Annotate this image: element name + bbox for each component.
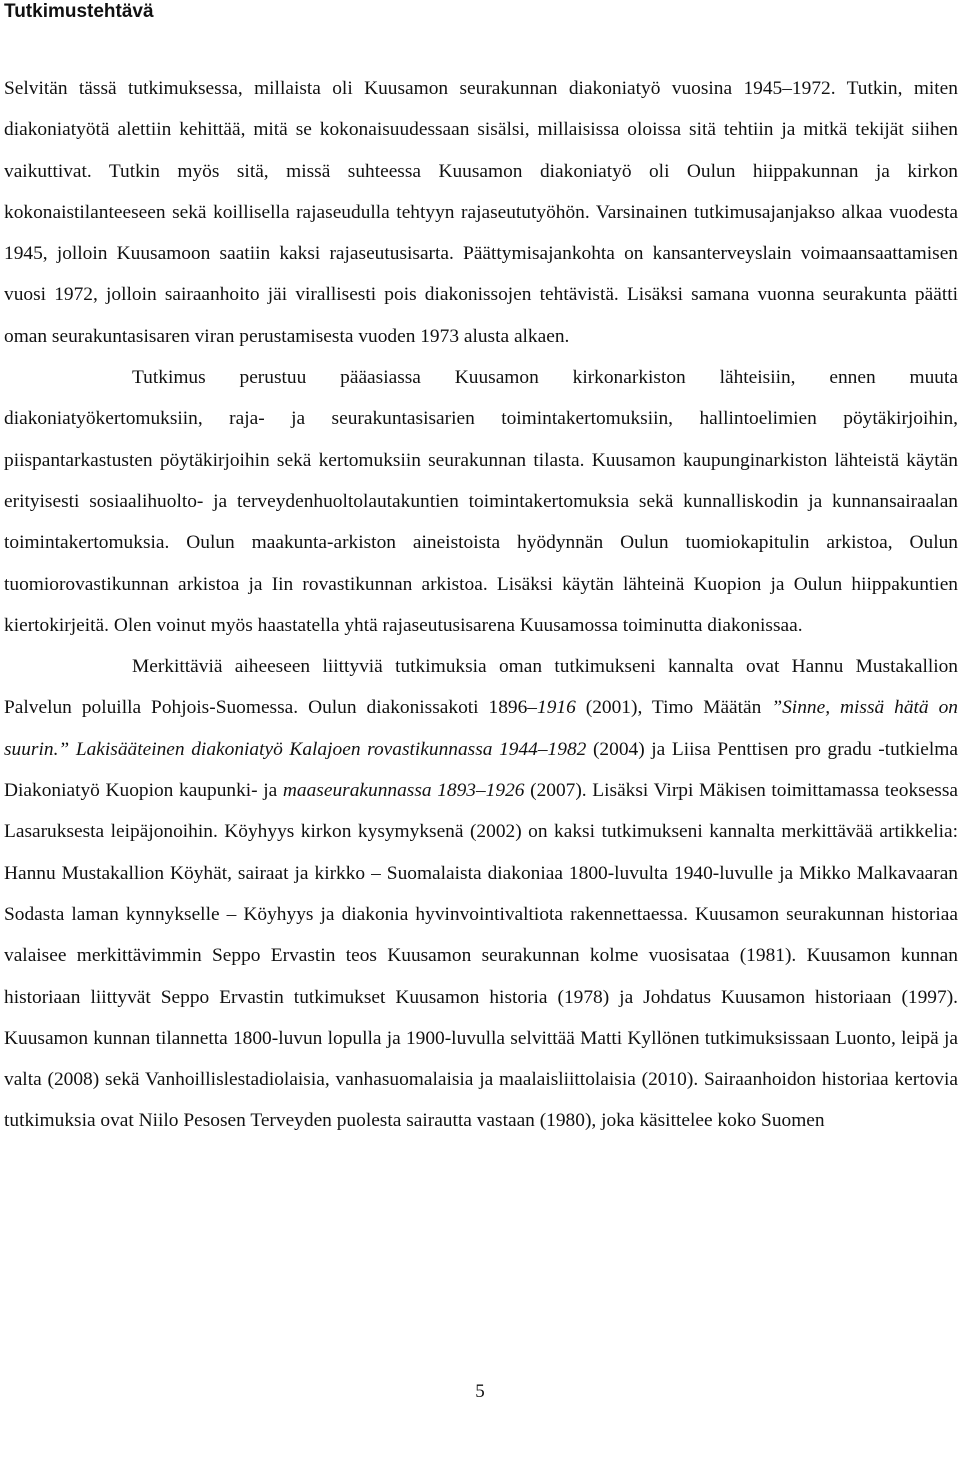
paragraph-sources [4, 357, 958, 646]
body-text [4, 68, 958, 1142]
paragraph-research-task [4, 68, 958, 357]
text-run: (2007). Lisäksi Virpi Mäkisen toimittamassa teoksessa Lasaruksesta leipäjonoihin. Köyhyys kirkon kysymyksenä (2002) on kaksi tutkimukseni kannalta merkittävää artikkelia: Hannu Mustakallion Köyhät, sairaat ja kirkko – Suomalaista diakoniaa 1800-luvulta 1940-luvulle ja Mikko Malkavaaran Sodasta laman kynnykselle – Köyhyys ja diakonia hyvinvointivaltiota rakennettaessa. Kuusamon seurakunnan historiaa valaisee merkittävimmin Seppo Ervastin teos Kuusamon seurakunnan kolme vuosisataa (1981). Kuusamon kunnan historiaan liittyvät Seppo Ervastin tutkimukset Kuusamon historia (1978) ja Johdatus Kuusamon historiaan (1997). Kuusamon kunnan tilannetta 1800-luvun lopulla ja 1900-luvulla selvittää Matti Kyllönen tutkimuksissaan Luonto, leipä ja valta (2008) sekä Vanhoillislestadiolaisia, vanhasuomalaisia ja maalaisliittolaisia (2010). Sairaanhoidon historiaa kertovia tutkimuksia ovat Niilo Pesosen Terveyden puolesta sairautta vastaan (1980), joka käsittelee koko Suomen [4, 780, 959, 1132]
text-run: (2004) ja Liisa Penttisen pro gradu -tutkielma Diakoniatyö Kuopion kaupunki- ja [4, 738, 958, 802]
italic-text-run: 1916 [537, 697, 576, 719]
italic-text-run: maaseurakunnassa 1893–1926 [282, 780, 525, 802]
text-run: (2001), Timo Määtän [575, 697, 772, 719]
paragraph-previous-research [4, 646, 958, 1142]
text-run: Tutkimus perustuu pääasiassa Kuusamon kirkonarkiston lähteisiin, ennen muuta diakoniatyökertomuksiin, raja- ja seurakuntasisarien toimintakertomuksiin, hallintoelimien pöytäkirjoihin, piispantarkastusten pöytäkirjoihin sekä kertomuksiin seurakunnan tilasta. Kuusamon kaupunginarkiston lähteistä käytän erityisesti sosiaalihuolto- ja terveydenhuoltolautakuntien toimintakertomuksia sekä kunnalliskodin ja kunnansairaalan toimintakertomuksia. Oulun maakunta-arkiston aineistoista hyödynnän Oulun tuomiokapitulin arkistoa, Oulun tuomiorovastikunnan arkistoa ja Iin rovastikunnan arkistoa. Lisäksi käytän lähteinä Kuopion ja Oulun hiippakuntien kiertokirjeitä. Olen voinut myös haastatella yhtä rajaseutusisarena Kuusamossa toiminutta diakonissaa. [4, 367, 958, 636]
italic-text-run: ”Sinne, missä hätä on suurin.” Lakisääteinen diakoniatyö Kalajoen rovastikunnassa 1944–1982 [4, 697, 958, 760]
text-run: Selvitän tässä tutkimuksessa, millaista oli Kuusamon seurakunnan diakoniatyö vuosina 1945–1972. Tutkin, miten diakoniatyötä alettiin kehittää, mitä se kokonaisuudessaan sisälsi, millaisissa oloissa sitä tehtiin ja mitkä tekijät siihen vaikuttivat. Tutkin myös sitä, missä suhteessa Kuusamon diakoniatyö oli Oulun hiippakunnan ja kirkon kokonaistilanteeseen sekä koillisella rajaseudulla tehtyyn rajaseututyöhön. Varsinainen tutkimusajanjakso alkaa vuodesta 1945, jolloin Kuusamoon saatiin kaksi rajaseutusisarta. Päättymisajankohta on kansanterveyslain voimaansaattamisen vuosi 1972, jolloin sairaanhoito jäi virallisesti pois diakonissojen tehtävistä. Lisäksi samana vuonna seurakunta päätti oman seurakuntasisaren viran perustamisesta vuoden 1973 alusta alkaen. [4, 78, 958, 347]
section-heading: Tutkimustehtävä [4, 1, 154, 22]
page-number: 5 [475, 1381, 485, 1402]
text-run: Merkittäviä aiheeseen liittyviä tutkimuksia oman tutkimukseni kannalta ovat Hannu Mustakallion Palvelun poluilla Pohjois-Suomessa. Oulun diakonissakoti 1896– [4, 656, 958, 719]
